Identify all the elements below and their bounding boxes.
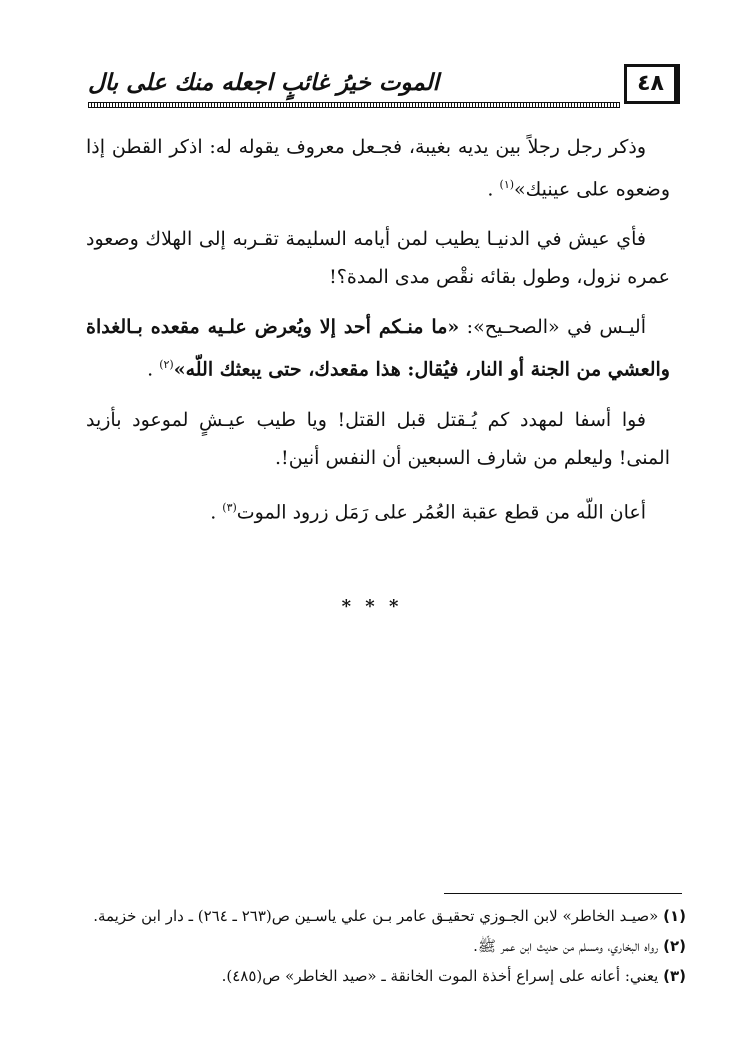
hadith-quote: «ما منـكم أحد إلا ويُعرض علـيه مقعده بـالغداة والعشي من الجنة أو النار، فيُقال: هذا مقعدك، حتى يبعثك اللّه» [86,316,670,381]
paragraph-1 [86,128,670,208]
paragraph-text: وذكر رجل رجلاً بين يديه بغيبة، فجـعل معروف يقوله له: اذكر القطن إذا وضعوه على عينيك» [86,136,670,201]
footnote-number: (٣) [663,967,686,985]
paragraph-text: فأي عيش في الدنيـا يطيب لمن أيامه السليمة تقـربه إلى الهلاك وصعود عمره نزول، وطول بقائه نقْص مدى المدة؟! [86,228,670,289]
paragraph-tail: . [147,358,160,381]
running-title: الموت خيرُ غائبٍ اجعله منك على بال [88,70,440,96]
paragraph-text: فوا أسفا لمهدد كم يُـقتل قبل القتل! ويا طيب عيـشٍ لموعود بأزيد المنى! وليعلم من شارف السبعين أن النفس أنين!. [86,408,670,469]
page-number: ٤٨ [624,64,680,104]
paragraph-tail: . [210,500,223,523]
paragraph-tail: . [487,178,500,201]
footnote-reference: (١) [499,178,515,191]
paragraph-intro: أليـس في «الصحـيح»: [459,316,646,339]
footnote-number: (٢) [663,937,686,955]
paragraph-5 [86,489,670,531]
footnote-rule [444,893,682,894]
footnotes [92,902,686,992]
footnote-number: (١) [663,907,686,925]
paragraph-text: أعان اللّه من قطع عقبة العُمُر على رَمَل زرود الموت [236,500,646,523]
footnote-text: يعني: أعانه على إسراع أخذة الموت الخانقة ـ «صيد الخاطر» ص(٤٨٥). [221,967,659,985]
page-header [88,60,680,108]
paragraph-3 [86,308,670,388]
paragraph-4 [86,401,670,477]
footnote-1 [92,902,686,930]
footnote-2 [92,932,686,960]
footnote-reference: (٣) [222,500,237,514]
section-separator: * * * [341,596,403,617]
footnote-text: رواه البخاري، ومسلم من حديث ابن عمر ﷺ. [473,937,659,955]
footnote-text: «صيـد الخاطر» لابن الجـوزي تحقيـق عامر بـن علي ياسـين ص(٢٦٣ ـ ٢٦٤) ـ دار ابن خزيمة. [93,907,659,925]
header-rule [88,102,620,108]
body-text [86,128,670,543]
footnote-reference: (٢) [159,358,174,372]
footnote-3 [92,962,686,990]
paragraph-2 [86,220,670,296]
